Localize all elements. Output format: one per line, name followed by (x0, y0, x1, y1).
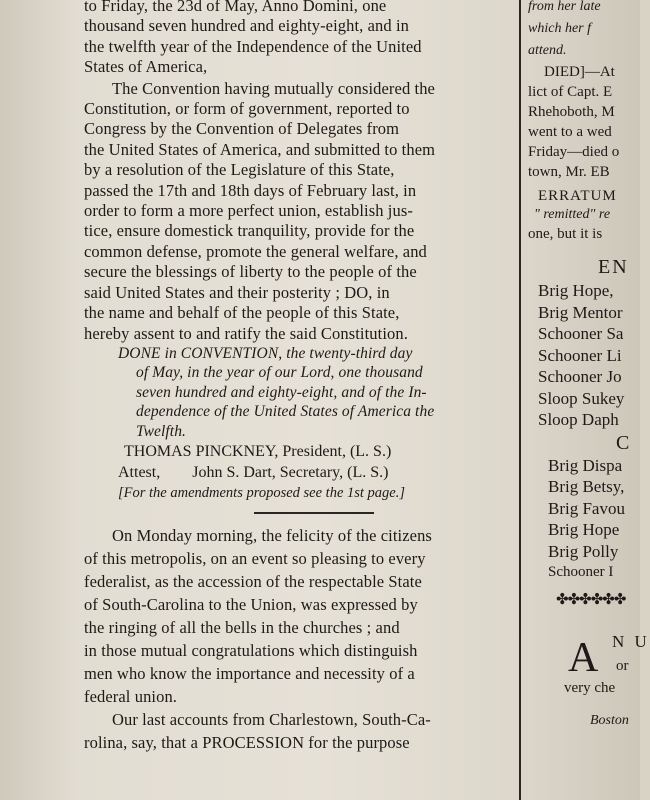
accounts-paragraph (84, 708, 516, 754)
text-line: DONE in CONVENTION, the twenty-third day (118, 344, 413, 362)
text-line: the name and behalf of the people of this State, (84, 303, 400, 323)
list-item: Schooner I (548, 564, 614, 580)
list-item: Schooner Sa (538, 324, 624, 343)
text-line: Congress by the Convention of Delegates from (84, 119, 400, 139)
ratification-intro (84, 0, 516, 78)
column-rule (519, 0, 521, 800)
text-line: Friday—died o (528, 144, 620, 160)
text-line: the United States of America, and submitted to them (84, 139, 436, 159)
text-line: Rhehoboth, M (528, 104, 615, 120)
text-line: secure the blessings of liberty to the people of the (84, 262, 417, 282)
text-line: Constitution, or form of government, reported to (84, 99, 410, 119)
list-item: Brig Hope, (538, 281, 614, 300)
text-line: of South-Carolina to the Union, was expressed by (84, 595, 418, 615)
list-item: Schooner Li (538, 345, 622, 365)
text-line: " remitted" re (534, 207, 611, 222)
text-line: men who know the importance and necessity of a (84, 664, 415, 684)
text-line: tice, ensure domestick tranquility, provide for the (84, 221, 415, 241)
ad-initial-letter: A (568, 634, 599, 681)
text-line: Twelfth. (136, 422, 187, 440)
text-line: federalist, as the accession of the respectable State (84, 572, 422, 592)
text-line: the ringing of all the bells in the churches ; and (84, 618, 400, 638)
cleared-heading: C (616, 431, 630, 454)
list-item: Brig Hope (548, 520, 620, 539)
text-line: to Friday, the 23d of May, Anno Domini, one (84, 0, 387, 15)
text-line: Boston (590, 712, 629, 728)
entered-heading: EN (598, 256, 629, 278)
text-line: hereby assent to and ratify the said Constitution. (84, 323, 408, 343)
text-line: N U (612, 631, 650, 651)
text-line: in those mutual congratulations which distinguish (84, 641, 418, 661)
died-notice (528, 62, 640, 182)
list-item: Brig Dispa (548, 455, 623, 475)
text-line: one, but it is (528, 226, 603, 242)
list-item: Sloop Daph (538, 410, 619, 429)
monday-paragraph (84, 524, 516, 708)
text-line: of this metropolis, on an event so pleasing to every (84, 549, 426, 569)
text-line: by a resolution of the Legislature of this State, (84, 160, 395, 180)
text-line: rolina, say, that a PROCESSION for the purpose (84, 733, 410, 753)
text-line: lict of Capt. E (528, 84, 613, 100)
text-line: of May, in the year of our Lord, one thousand (136, 364, 423, 382)
text-line: DIED]—At (544, 64, 615, 80)
list-item: Brig Favou (548, 498, 625, 518)
text-line: the twelfth year of the Independence of the United (84, 36, 422, 56)
text-line: ERRATUM (538, 188, 617, 204)
text-line: On Monday morning, the felicity of the citizens (112, 526, 432, 546)
text-line: thousand seven hundred and eighty-eight, and in (84, 16, 409, 36)
president-signature: THOMAS PINCKNEY, President, (L. S.) (124, 443, 392, 461)
ornament-stars: ✤✤✤✤✤✤ (556, 591, 626, 608)
text-line: town, Mr. EB (528, 164, 610, 180)
text-line: Our last accounts from Charlestown, South-Ca- (112, 710, 431, 730)
text-line: very che (564, 679, 616, 696)
entered-ships-list (528, 280, 640, 431)
cleared-ships-list (528, 455, 640, 584)
list-item: Schooner Jo (538, 367, 622, 386)
resolution-paragraph (84, 79, 516, 344)
list-item: Sloop Sukey (538, 388, 625, 408)
list-item: Brig Polly (548, 541, 619, 561)
amendments-note: [For the amendments proposed see the 1st page.] (118, 485, 406, 502)
text-line: passed the 17th and 18th days of February last, in (84, 180, 417, 200)
text-line: common defense, promote the general welfare, and (84, 241, 427, 261)
section-divider (254, 512, 374, 514)
text-line: dependence of the United States of America the (136, 403, 435, 421)
text-line: from her late (528, 0, 601, 14)
text-line: or (616, 657, 629, 674)
text-line: federal union. (84, 687, 178, 707)
text-line: said United States and their posterity ; DO, in (84, 282, 390, 302)
right-column (528, 0, 650, 730)
erratum-notice (528, 186, 640, 244)
attest-signature: Attest, John S. Dart, Secretary, (L. S.) (118, 464, 389, 482)
text-line: order to form a more perfect union, establish jus- (84, 201, 413, 221)
list-item: Brig Betsy, (548, 477, 625, 496)
right-top-fragment (528, 0, 640, 60)
list-item: Brig Mentor (538, 302, 623, 322)
done-in-convention (84, 344, 516, 442)
text-line: attend. (528, 43, 567, 58)
advertisement (528, 631, 650, 702)
text-line: seven hundred and eighty-eight, and of the In- (136, 383, 427, 401)
text-line: The Convention having mutually considered the (112, 78, 435, 98)
main-column (84, 0, 516, 754)
text-line: went to a wed (528, 124, 612, 140)
text-line: States of America, (84, 57, 208, 77)
text-line: which her f (528, 21, 591, 36)
